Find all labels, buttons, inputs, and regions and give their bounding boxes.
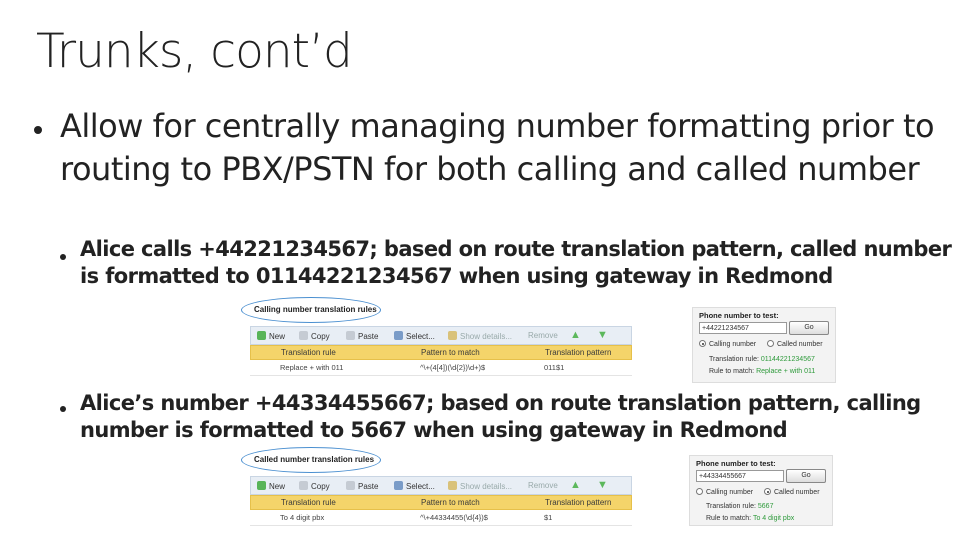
phone-number-input[interactable]: +44221234567 <box>699 322 787 334</box>
called-number-radio[interactable] <box>767 340 823 348</box>
table-row[interactable] <box>250 360 632 376</box>
match-label: Rule to match: <box>709 368 755 375</box>
result-label: Translation rule: <box>706 503 756 510</box>
select-button[interactable] <box>394 331 435 341</box>
translation-result <box>706 503 773 510</box>
calling-rules-grid <box>250 305 632 375</box>
radio-icon <box>696 488 703 495</box>
col-translation-rule[interactable]: Translation rule <box>281 498 336 507</box>
match-value: To 4 digit pbx <box>752 515 795 522</box>
show-details-button[interactable] <box>448 331 512 341</box>
grid-title: Calling number translation rules <box>254 305 377 314</box>
cell-rule: Replace + with 011 <box>280 363 344 372</box>
col-translation-pattern[interactable]: Translation pattern <box>545 348 612 357</box>
cell-pattern: ^\+44334455(\d{4})$ <box>420 513 488 522</box>
cell-rule: To 4 digit pbx <box>280 513 325 522</box>
select-icon <box>394 331 403 340</box>
radio-icon <box>767 340 774 347</box>
called-rules-grid <box>250 455 632 525</box>
calling-number-radio[interactable] <box>696 488 753 496</box>
radio-icon <box>699 340 706 347</box>
new-label: New <box>269 482 286 491</box>
show-details-label: Show details... <box>460 332 513 341</box>
copy-label: Copy <box>311 332 330 341</box>
paste-button[interactable] <box>346 331 378 341</box>
result-label: Translation rule: <box>709 356 759 363</box>
translation-result <box>709 356 815 363</box>
matched-rule <box>709 368 815 375</box>
slide-title: Trunks, cont’d <box>36 24 352 79</box>
called-number-radio[interactable] <box>764 488 820 496</box>
select-icon <box>394 481 403 490</box>
radio-icon <box>764 488 771 495</box>
copy-icon <box>299 481 308 490</box>
phone-number-input[interactable]: +44334455667 <box>696 470 784 482</box>
show-details-button[interactable] <box>448 481 512 491</box>
new-label: New <box>269 332 286 341</box>
copy-icon <box>299 331 308 340</box>
radio-label: Called number <box>777 341 823 348</box>
go-button[interactable]: Go <box>789 321 829 335</box>
grid-header <box>250 495 632 510</box>
copy-label: Copy <box>311 482 330 491</box>
radio-label: Calling number <box>706 489 754 496</box>
move-up-icon[interactable]: ▲ <box>570 329 581 341</box>
copy-button[interactable] <box>299 331 330 341</box>
tester-label: Phone number to test: <box>699 311 779 320</box>
bullet-called-example: Alice calls +44221234567; based on route translation pattern, called number is formatted to 01144221234567 when using gateway in Redmond <box>80 237 952 288</box>
select-label: Select... <box>406 482 435 491</box>
paste-icon <box>346 331 355 340</box>
grid-toolbar <box>250 326 632 345</box>
bullet-main: Allow for centrally managing number formatting prior to routing to PBX/PSTN for both calling and called number <box>60 107 935 188</box>
select-button[interactable] <box>394 481 435 491</box>
result-value: 5667 <box>757 503 774 510</box>
col-translation-pattern[interactable]: Translation pattern <box>545 498 612 507</box>
new-icon <box>257 331 266 340</box>
bullet-dot <box>60 406 66 412</box>
move-up-icon[interactable]: ▲ <box>570 479 581 491</box>
radio-label: Called number <box>774 489 820 496</box>
show-details-icon <box>448 331 457 340</box>
grid-header <box>250 345 632 360</box>
radio-label: Calling number <box>709 341 757 348</box>
number-tester <box>692 307 836 383</box>
number-tester <box>689 455 833 526</box>
bullet-calling-example: Alice’s number +44334455667; based on route translation pattern, calling number is formatted to 5667 when using gateway in Redmond <box>80 391 921 442</box>
table-row[interactable] <box>250 510 632 526</box>
paste-icon <box>346 481 355 490</box>
paste-label: Paste <box>358 482 379 491</box>
bullet-dot <box>34 126 42 134</box>
move-down-icon[interactable]: ▼ <box>597 479 608 491</box>
col-pattern[interactable]: Pattern to match <box>421 348 480 357</box>
go-button[interactable]: Go <box>786 469 826 483</box>
select-label: Select... <box>406 332 435 341</box>
cell-translation: 011$1 <box>544 363 565 372</box>
grid-toolbar <box>250 476 632 495</box>
bullet-dot <box>60 254 66 260</box>
matched-rule <box>706 515 794 522</box>
tester-label: Phone number to test: <box>696 459 776 468</box>
show-details-icon <box>448 481 457 490</box>
col-translation-rule[interactable]: Translation rule <box>281 348 336 357</box>
calling-number-radio[interactable] <box>699 340 756 348</box>
copy-button[interactable] <box>299 481 330 491</box>
match-value: Replace + with 011 <box>756 368 816 375</box>
grid-title: Called number translation rules <box>254 455 375 464</box>
show-details-label: Show details... <box>460 482 513 491</box>
move-down-icon[interactable]: ▼ <box>597 329 608 341</box>
cell-pattern: ^\+(4[4])(\d{2})\d+)$ <box>420 363 486 372</box>
match-label: Rule to match: <box>706 515 752 522</box>
cell-translation: $1 <box>544 513 553 522</box>
remove-button[interactable] <box>528 331 558 340</box>
remove-label: Remove <box>528 331 558 340</box>
paste-button[interactable] <box>346 481 378 491</box>
new-button[interactable] <box>257 481 285 491</box>
result-value: 01144221234567 <box>760 356 815 363</box>
remove-label: Remove <box>528 481 558 490</box>
new-button[interactable] <box>257 331 285 341</box>
new-icon <box>257 481 266 490</box>
col-pattern[interactable]: Pattern to match <box>421 498 480 507</box>
paste-label: Paste <box>358 332 379 341</box>
remove-button[interactable] <box>528 481 558 490</box>
